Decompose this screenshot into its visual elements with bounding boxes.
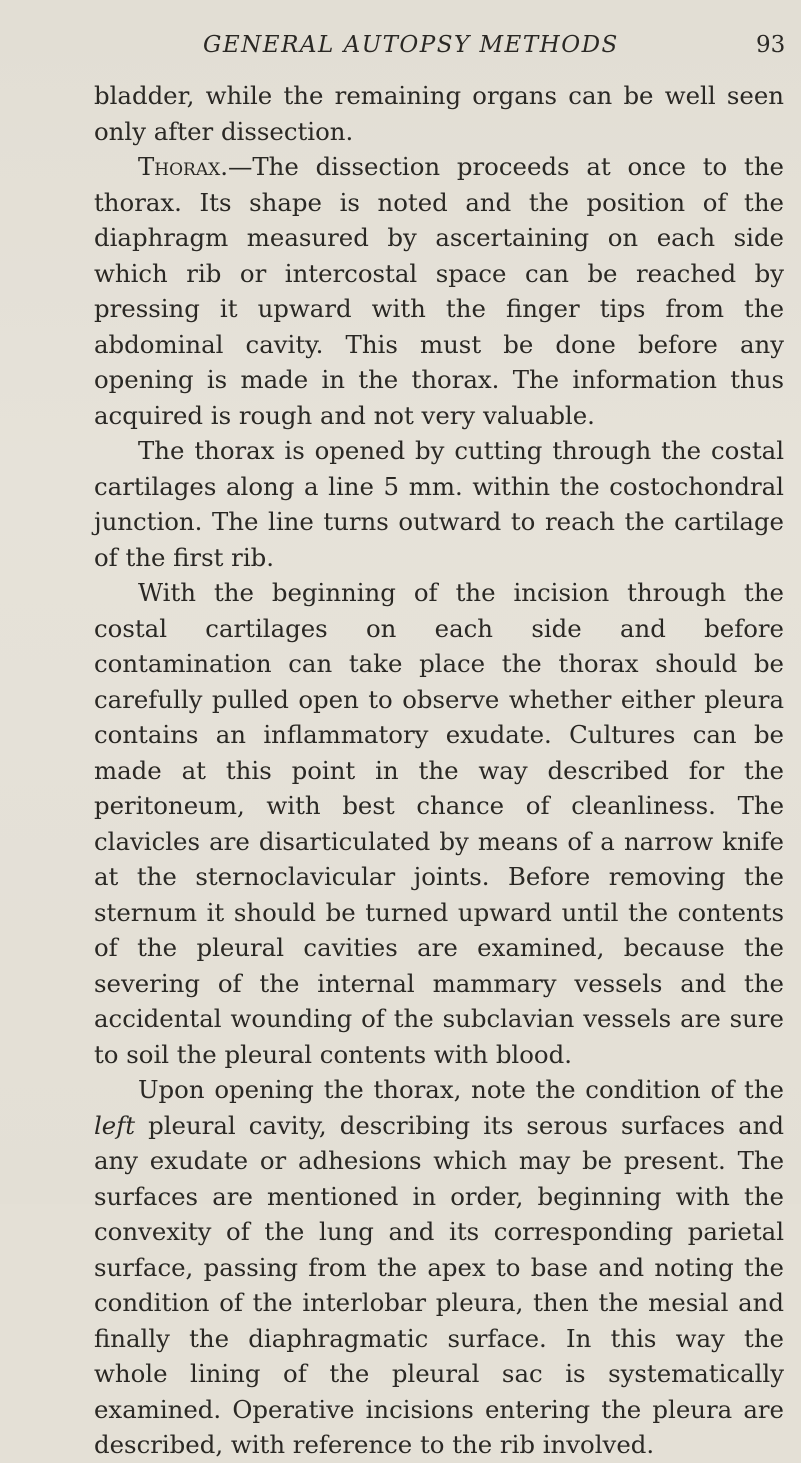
running-title: GENERAL AUTOPSY METHODS	[203, 32, 619, 58]
paragraph-incision: With the beginning of the incision through the costal cartilages on each side and before contamination can take place the thorax should be carefully pulled open to observe whether either pleura contains an inflammatory exudate. Cultures can be made at this point in the way described for the peritoneum, with best chance of cleanliness. The clavicles are disarticulated by means of a narrow knife at the sternoclavicular joints. Before removing the sternum it should be turned upward until the contents of the pleural cavities are examined, because the severing of the internal mammary vessels and the accidental wounding of the subclavian vessels are sure to soil the pleural contents with blood.	[94, 578, 784, 1069]
running-head	[0, 32, 801, 62]
paragraph-continuation: bladder, while the remaining organs can be well seen only after dissection.	[94, 81, 784, 146]
paragraph-pleural-text-b: pleural cavity, describing its serous surfaces and any exudate or adhesions which may be present. The surfaces are mentioned in order, beginning with the convexity of the lung and its corresponding parietal surface, passing from the apex to base and noting the condition of the interlobar pleura, then the mesial and finally the diaphragmatic surface. In this way the whole lining of the pleural sac is systematically examined. Operative incisions entering the pleura are described, with reference to the rib involved.	[94, 1110, 784, 1459]
paragraph-opening: The thorax is opened by cutting through the costal cartilages along a line 5 mm. within the costochondral junction. The line turns outward to reach the cartilage of the first rib.	[94, 436, 784, 572]
paragraph-pleural-cavity	[94, 1072, 784, 1463]
paragraph-pleural-text-a: Upon opening the thorax, note the condition of the	[138, 1075, 784, 1104]
section-heading-thorax: Thorax.	[138, 152, 228, 181]
page-number: 93	[756, 32, 786, 58]
paragraph-thorax-text: —The dissection proceeds at once to the thorax. Its shape is noted and the position of the diaphragm measured by ascertaining on each side which rib or intercostal space can be reached by pressing it upward with the finger tips from the abdominal cavity. This must be done before any opening is made in the thorax. The information thus acquired is rough and not very valuable.	[94, 152, 784, 430]
paragraph-thorax	[94, 149, 784, 433]
body-text	[94, 78, 784, 1463]
emphasis-left: left	[94, 1110, 136, 1140]
